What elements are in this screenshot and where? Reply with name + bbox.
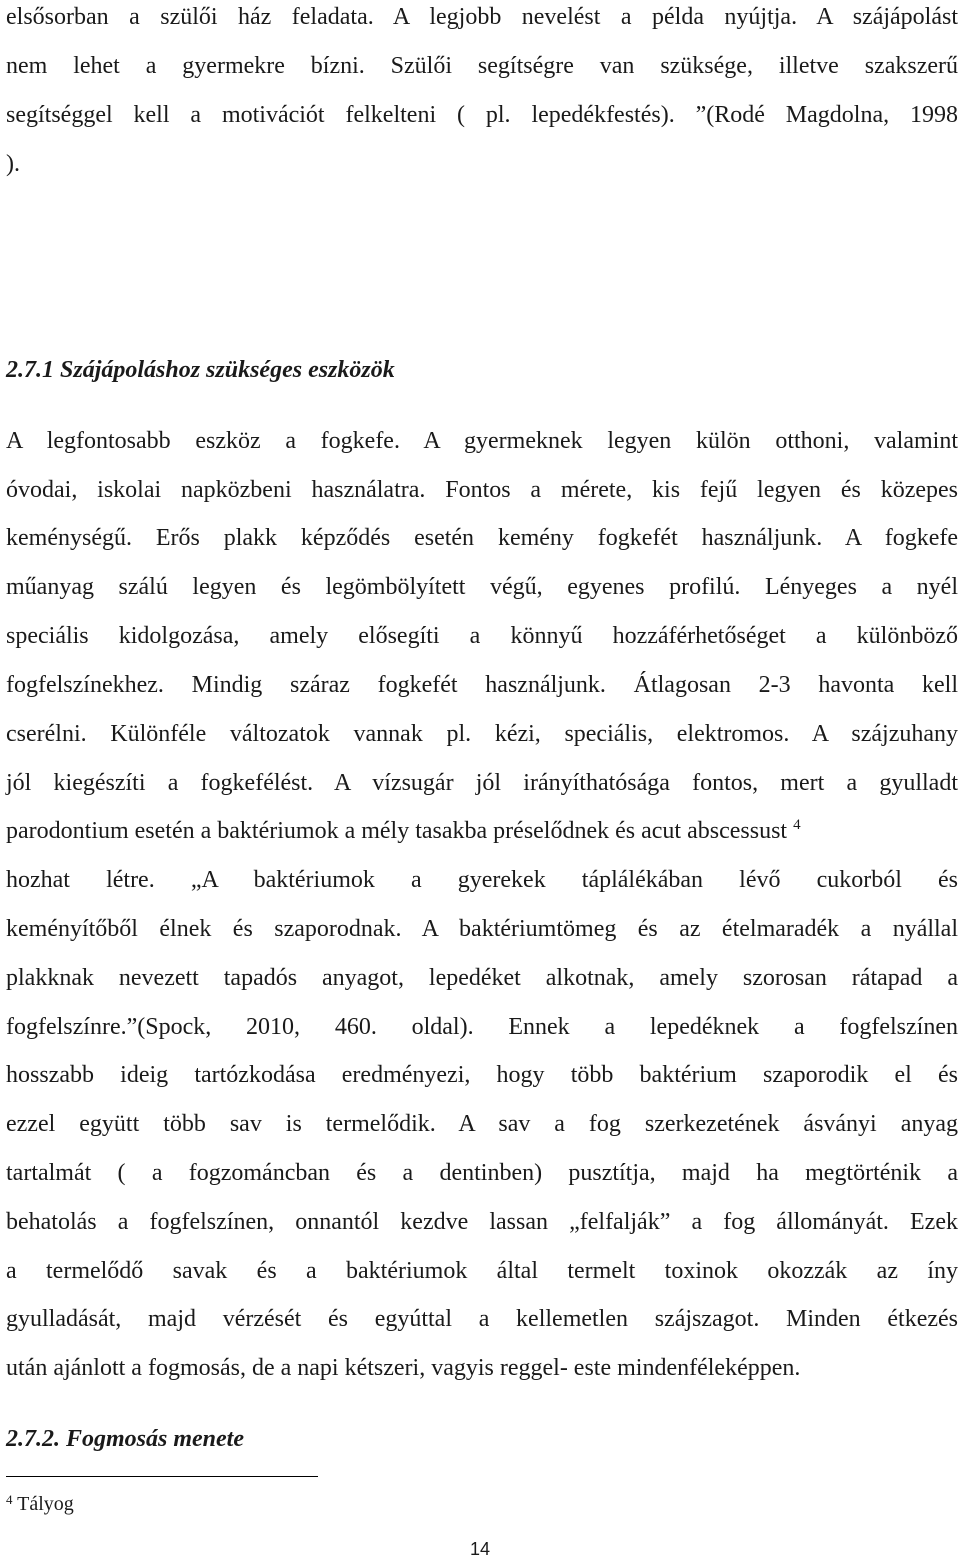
text-line: keményítőből élnek és szaporodnak. A baktériumtömeg és az ételmaradék a nyállal — [6, 916, 958, 942]
text-line: jól kiegészíti a fogkefélést. A vízsugár jól irányíthatósága fontos, mert a gyulladt — [6, 770, 958, 796]
footnote-reference: 4 — [793, 817, 801, 833]
section-subheading: 2.7.2. Fogmosás menete — [6, 1426, 244, 1452]
text-line: ). — [6, 151, 20, 177]
text-line: behatolás a fogfelszínen, onnantól kezdve lassan „felfalják” a fog állományát. Ezek — [6, 1209, 958, 1235]
text-line: fogfelszínre.”(Spock, 2010, 460. oldal). Ennek a lepedéknek a fogfelszínen — [6, 1014, 958, 1040]
section-heading: 2.7.1 Szájápoláshoz szükséges eszközök — [6, 357, 395, 383]
text-line: parodontium esetén a baktériumok a mély tasakba préselődnek és acut abscessust — [6, 818, 788, 844]
text-line: speciális kidolgozása, amely elősegíti a könnyű hozzáférhetőséget a különböző — [6, 623, 958, 649]
text-line: nem lehet a gyermekre bízni. Szülői segítségre van szüksége, illetve szakszerű — [6, 53, 958, 79]
text-line: A legfontosabb eszköz a fogkefe. A gyermeknek legyen külön otthoni, valamint — [6, 428, 958, 454]
footnote — [6, 1491, 74, 1517]
text-line: után ajánlott a fogmosás, de a napi kétszeri, vagyis reggel- este mindenféleképpen. — [6, 1355, 801, 1381]
page-number: 14 — [469, 1539, 491, 1559]
text-line: elsősorban a szülői ház feladata. A legjobb nevelést a példa nyújtja. A szájápolást — [6, 4, 958, 30]
text-line: ezzel együtt több sav is termelődik. A sav a fog szerkezetének ásványi anyag — [6, 1111, 958, 1137]
text-line: cserélni. Különféle változatok vannak pl. kézi, speciális, elektromos. A szájzuhany — [6, 721, 958, 747]
text-line: gyulladását, majd vérzését és egyúttal a kellemetlen szájszagot. Minden étkezés — [6, 1306, 958, 1332]
text-line: tartalmát ( a fogzománcban és a dentinben) pusztítja, majd ha megtörténik a — [6, 1160, 958, 1186]
text-line: plakknak nevezett tapadós anyagot, lepedéket alkotnak, amely szorosan rátapad a — [6, 965, 958, 991]
footnote-text: Tályog — [17, 1493, 74, 1515]
footnote-divider — [6, 1476, 318, 1477]
text-line: óvodai, iskolai napközbeni használatra. Fontos a mérete, kis fejű legyen és közepes — [6, 477, 958, 503]
text-line: fogfelszínekhez. Mindig száraz fogkefét használjunk. Átlagosan 2-3 havonta kell — [6, 672, 958, 698]
text-line: keménységű. Erős plakk képződés esetén kemény fogkefét használjunk. A fogkefe — [6, 525, 958, 551]
text-line: hosszabb ideig tartózkodása eredményezi, hogy több baktérium szaporodik el és — [6, 1062, 958, 1088]
text-line: segítséggel kell a motivációt felkelteni ( pl. lepedékfestés). ”(Rodé Magdolna, 1998 — [6, 102, 958, 128]
text-line: műanyag szálú legyen és legömbölyített végű, egyenes profilú. Lényeges a nyél — [6, 574, 958, 600]
text-line: a termelődő savak és a baktériumok által termelt toxinok okozzák az íny — [6, 1258, 958, 1284]
text-line: hozhat létre. „A baktériumok a gyerekek táplálékában lévő cukorból és — [6, 867, 958, 893]
text-line-with-footnote — [6, 816, 958, 846]
footnote-marker: 4 — [6, 1492, 13, 1507]
